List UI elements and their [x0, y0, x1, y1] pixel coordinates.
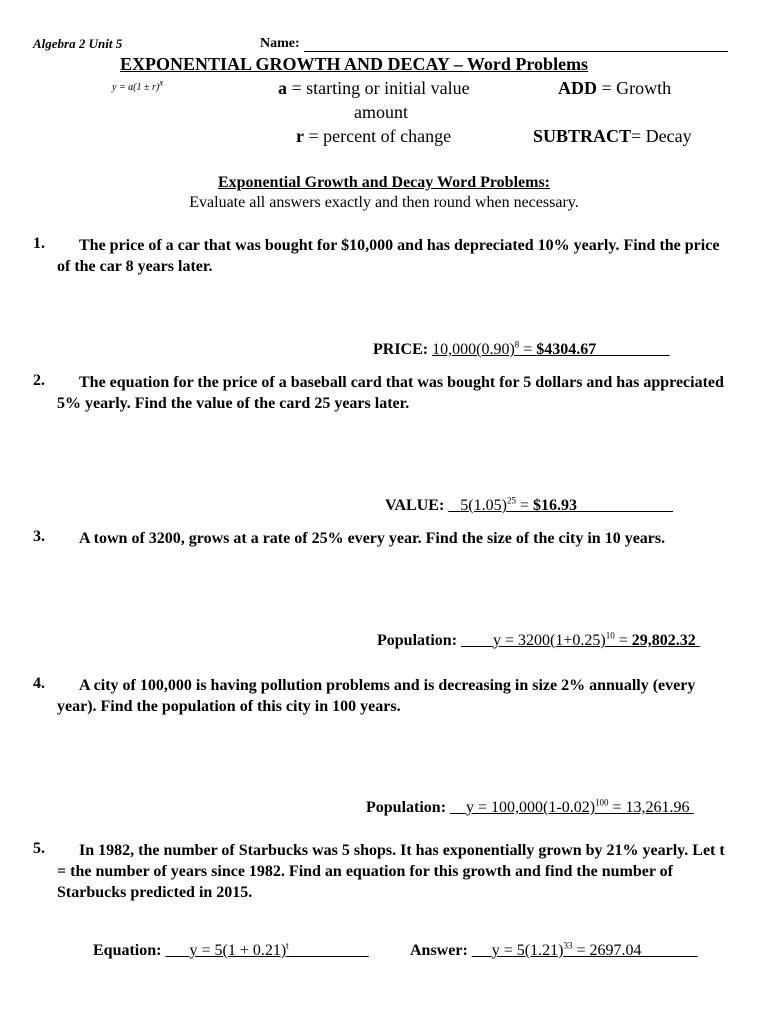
answer-label: PRICE: — [373, 341, 429, 358]
problem-2-number: 2. — [33, 372, 45, 389]
add-term: ADD — [558, 78, 597, 98]
problem-3-number: 3. — [33, 528, 45, 545]
name-label: Name: — [260, 36, 300, 51]
problem-2-answer — [385, 497, 673, 515]
equation-label: Equation: — [93, 942, 162, 959]
problem-5-equation — [93, 942, 369, 960]
answer-blank: $y = 3200(1+0.25)^{10} = 29,802.32$ — [493, 630, 696, 649]
a-term: a — [278, 78, 287, 98]
problem-4-text: A city of 100,000 is having pollution problems and is decreasing in size 2% annually (every year). Find the population of this city in 100 years. — [57, 677, 696, 715]
answer-label: VALUE: — [385, 497, 445, 514]
problem-5-number: 5. — [33, 840, 45, 857]
answer-blank: $y = 100,000(1-0.02)^{100} = 13,261.96$ — [466, 797, 690, 816]
name-field-line — [304, 51, 728, 52]
a-def-text: = starting or initial value — [287, 78, 470, 98]
answer-blank: $y = 5(1.21)^{33} = 2697.04$ — [491, 940, 642, 959]
problem-4-number: 4. — [33, 675, 45, 692]
r-def-text: = percent of change — [304, 126, 452, 146]
a-definition — [278, 78, 470, 99]
problem-3-text: A town of 3200, grows at a rate of 25% every year. Find the size of the city in 10 years. — [79, 530, 666, 547]
problem-2-text: The equation for the price of a baseball card that was bought for 5 dollars and has appreciated 5% yearly. Find the value of the card 25 years later. — [57, 374, 724, 412]
r-definition — [296, 126, 451, 147]
add-definition — [558, 78, 671, 99]
r-term: r — [296, 126, 304, 146]
problem-5-answer — [410, 942, 697, 960]
answer-label: Answer: — [410, 942, 468, 959]
formula-base: y = a(1 ± r) — [112, 82, 160, 93]
answer-label: Population: — [377, 632, 458, 649]
formula-exponent: x — [159, 77, 164, 88]
problem-1-answer — [373, 341, 670, 359]
page-title: EXPONENTIAL GROWTH AND DECAY – Word Problems — [120, 54, 589, 74]
problem-1-text: The price of a car that was bought for $10,000 and has depreciated 10% yearly. Find the price of the car 8 years later. — [57, 237, 720, 275]
answer-blank: $10,000(0.90)^8$ = $4304.67 — [432, 339, 597, 358]
a-definition-cont: amount — [354, 102, 408, 122]
problem-5-text: In 1982, the number of Starbucks was 5 shops. It has exponentially grown by 21% yearly. Let t = the number of years since 1982. Find an equation for this growth and find the number of Starbucks predicted in 2015. — [57, 842, 725, 901]
answer-blank: $5(1.05)^{25}$ = $16.93 — [460, 495, 577, 514]
answer-label: Population: — [366, 799, 447, 816]
subtract-definition — [533, 126, 692, 147]
problem-3-answer — [377, 632, 700, 650]
section-heading: Exponential Growth and Decay Word Problems: — [217, 174, 551, 191]
problem-1-number: 1. — [33, 235, 45, 252]
equation-blank: $y = 5(1 + 0.21)^t$ — [189, 940, 289, 959]
course-label: Algebra 2 Unit 5 — [33, 36, 123, 51]
add-def-text: = Growth — [597, 78, 672, 98]
subtract-term: SUBTRACT — [533, 126, 632, 146]
problem-4-answer — [366, 799, 694, 817]
section-instructions: Evaluate all answers exactly and then round when necessary. — [189, 194, 579, 211]
formula — [112, 77, 164, 93]
subtract-def-text: = Decay — [631, 126, 692, 146]
